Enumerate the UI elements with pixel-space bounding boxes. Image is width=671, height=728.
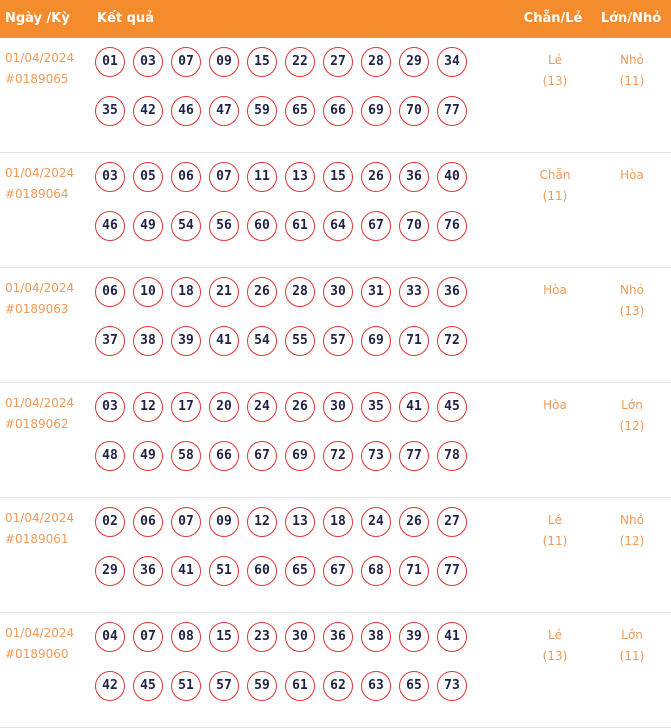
even-odd-count: (13)	[542, 74, 568, 88]
big-small-label: Nhỏ	[620, 513, 644, 527]
result-ball: 39	[171, 326, 201, 356]
result-ball: 27	[437, 507, 467, 537]
result-ball: 23	[247, 622, 277, 652]
table-row	[0, 38, 671, 153]
result-ball: 34	[437, 47, 467, 77]
result-ball: 67	[323, 556, 353, 586]
big-small-label: Lớn	[621, 398, 643, 412]
result-ball: 12	[133, 392, 163, 422]
result-ball: 26	[361, 162, 391, 192]
result-ball: 02	[95, 507, 125, 537]
result-ball: 61	[285, 671, 315, 701]
result-ball: 28	[361, 47, 391, 77]
result-ball: 22	[285, 47, 315, 77]
big-small-count: (12)	[619, 534, 645, 548]
draw-info	[5, 623, 74, 665]
result-ball: 36	[323, 622, 353, 652]
draw-date: 01/04/2024	[5, 51, 75, 65]
result-ball: 45	[133, 671, 163, 701]
even-odd-label: Chẵn	[539, 168, 571, 182]
draw-date: 01/04/2024	[5, 511, 75, 525]
result-ball: 62	[323, 671, 353, 701]
result-ball: 41	[171, 556, 201, 586]
draw-number[interactable]: #0189061	[5, 532, 69, 546]
draw-date: 01/04/2024	[5, 626, 75, 640]
result-ball: 09	[209, 47, 239, 77]
header-date-draw: Ngày /Kỳ	[5, 11, 70, 26]
result-ball: 60	[247, 211, 277, 241]
result-ball: 61	[285, 211, 315, 241]
result-ball: 49	[133, 211, 163, 241]
result-ball: 59	[247, 671, 277, 701]
result-ball: 29	[399, 47, 429, 77]
even-odd-label: Hòa	[543, 398, 567, 412]
table-row	[0, 383, 671, 498]
even-odd-label: Lẻ	[547, 513, 563, 527]
table-row	[0, 498, 671, 613]
result-ball: 59	[247, 96, 277, 126]
even-odd-result	[524, 395, 586, 416]
result-ball: 28	[285, 277, 315, 307]
result-ball: 72	[323, 441, 353, 471]
big-small-label: Nhỏ	[620, 53, 644, 67]
even-odd-result	[524, 280, 586, 301]
result-ball: 37	[95, 326, 125, 356]
result-ball: 65	[285, 96, 315, 126]
result-ball: 15	[323, 162, 353, 192]
result-ball: 72	[437, 326, 467, 356]
result-ball: 49	[133, 441, 163, 471]
result-ball: 71	[399, 556, 429, 586]
result-ball: 42	[95, 671, 125, 701]
result-ball: 54	[171, 211, 201, 241]
result-ball: 05	[133, 162, 163, 192]
result-ball: 70	[399, 96, 429, 126]
result-ball: 17	[171, 392, 201, 422]
result-ball: 36	[133, 556, 163, 586]
result-ball: 07	[209, 162, 239, 192]
result-ball: 11	[247, 162, 277, 192]
result-ball: 03	[133, 47, 163, 77]
result-ball: 30	[323, 277, 353, 307]
result-ball: 46	[95, 211, 125, 241]
big-small-count: (13)	[619, 304, 645, 318]
result-ball: 01	[95, 47, 125, 77]
draw-number[interactable]: #0189065	[5, 72, 69, 86]
result-ball: 45	[437, 392, 467, 422]
even-odd-result	[524, 165, 586, 207]
even-odd-label: Hòa	[543, 283, 567, 297]
result-ball: 67	[361, 211, 391, 241]
result-ball: 30	[285, 622, 315, 652]
result-ball: 38	[133, 326, 163, 356]
result-ball: 69	[361, 326, 391, 356]
draw-info	[5, 278, 74, 320]
result-ball: 67	[247, 441, 277, 471]
result-ball: 13	[285, 162, 315, 192]
result-ball: 63	[361, 671, 391, 701]
draw-number[interactable]: #0189062	[5, 417, 69, 431]
result-ball: 54	[247, 326, 277, 356]
result-ball: 51	[209, 556, 239, 586]
result-ball: 77	[437, 556, 467, 586]
header-results: Kết quả	[97, 11, 154, 26]
result-ball: 58	[171, 441, 201, 471]
draw-info	[5, 508, 74, 550]
result-ball: 03	[95, 392, 125, 422]
even-odd-count: (13)	[542, 649, 568, 663]
result-ball: 40	[437, 162, 467, 192]
result-ball: 31	[361, 277, 391, 307]
result-ball: 38	[361, 622, 391, 652]
draw-number[interactable]: #0189060	[5, 647, 69, 661]
result-ball: 46	[171, 96, 201, 126]
result-ball: 07	[171, 507, 201, 537]
result-ball: 64	[323, 211, 353, 241]
even-odd-label: Lẻ	[547, 53, 563, 67]
result-ball: 78	[437, 441, 467, 471]
big-small-label: Lớn	[621, 628, 643, 642]
draw-date: 01/04/2024	[5, 396, 75, 410]
result-ball: 06	[133, 507, 163, 537]
even-odd-count: (11)	[542, 189, 568, 203]
result-ball: 57	[323, 326, 353, 356]
result-ball: 30	[323, 392, 353, 422]
result-ball: 65	[399, 671, 429, 701]
draw-info	[5, 163, 74, 205]
draw-date: 01/04/2024	[5, 281, 75, 295]
result-ball: 12	[247, 507, 277, 537]
big-small-result	[600, 625, 664, 667]
result-ball: 26	[399, 507, 429, 537]
result-ball: 69	[361, 96, 391, 126]
result-ball: 10	[133, 277, 163, 307]
result-ball: 69	[285, 441, 315, 471]
result-ball: 55	[285, 326, 315, 356]
even-odd-label: Lẻ	[547, 628, 563, 642]
draw-info	[5, 48, 74, 90]
results-table-header	[0, 0, 671, 38]
header-even-odd: Chẵn/Lẻ	[523, 11, 583, 26]
big-small-label: Hòa	[620, 168, 644, 182]
result-ball: 03	[95, 162, 125, 192]
result-ball: 66	[323, 96, 353, 126]
draw-date: 01/04/2024	[5, 166, 75, 180]
big-small-label: Nhỏ	[620, 283, 644, 297]
big-small-result	[600, 510, 664, 552]
result-ball: 07	[133, 622, 163, 652]
even-odd-result	[524, 625, 586, 667]
result-ball: 66	[209, 441, 239, 471]
big-small-count: (12)	[619, 419, 645, 433]
result-ball: 07	[171, 47, 201, 77]
result-ball: 41	[399, 392, 429, 422]
table-row	[0, 268, 671, 383]
result-ball: 56	[209, 211, 239, 241]
big-small-count: (11)	[619, 74, 645, 88]
result-ball: 29	[95, 556, 125, 586]
draw-number[interactable]: #0189064	[5, 187, 69, 201]
result-ball: 09	[209, 507, 239, 537]
big-small-result	[600, 280, 664, 322]
result-ball: 04	[95, 622, 125, 652]
result-ball: 71	[399, 326, 429, 356]
result-ball: 18	[171, 277, 201, 307]
result-ball: 41	[437, 622, 467, 652]
result-ball: 21	[209, 277, 239, 307]
result-ball: 76	[437, 211, 467, 241]
result-ball: 77	[399, 441, 429, 471]
even-odd-count: (11)	[542, 534, 568, 548]
big-small-result	[600, 165, 664, 186]
result-ball: 48	[95, 441, 125, 471]
even-odd-result	[524, 50, 586, 92]
result-ball: 15	[247, 47, 277, 77]
result-ball: 35	[361, 392, 391, 422]
result-ball: 42	[133, 96, 163, 126]
result-ball: 13	[285, 507, 315, 537]
big-small-result	[600, 395, 664, 437]
result-ball: 68	[361, 556, 391, 586]
big-small-count: (11)	[619, 649, 645, 663]
result-ball: 35	[95, 96, 125, 126]
result-ball: 73	[437, 671, 467, 701]
result-ball: 20	[209, 392, 239, 422]
result-ball: 51	[171, 671, 201, 701]
result-ball: 24	[361, 507, 391, 537]
result-ball: 77	[437, 96, 467, 126]
result-ball: 18	[323, 507, 353, 537]
result-ball: 65	[285, 556, 315, 586]
result-ball: 33	[399, 277, 429, 307]
result-ball: 24	[247, 392, 277, 422]
draw-info	[5, 393, 74, 435]
result-ball: 26	[247, 277, 277, 307]
table-row	[0, 613, 671, 728]
result-ball: 26	[285, 392, 315, 422]
result-ball: 36	[399, 162, 429, 192]
table-row	[0, 153, 671, 268]
result-ball: 41	[209, 326, 239, 356]
result-ball: 06	[171, 162, 201, 192]
result-ball: 70	[399, 211, 429, 241]
result-ball: 47	[209, 96, 239, 126]
header-big-small: Lớn/Nhỏ	[600, 11, 662, 26]
result-ball: 73	[361, 441, 391, 471]
result-ball: 39	[399, 622, 429, 652]
even-odd-result	[524, 510, 586, 552]
result-ball: 27	[323, 47, 353, 77]
result-ball: 36	[437, 277, 467, 307]
result-ball: 06	[95, 277, 125, 307]
result-ball: 08	[171, 622, 201, 652]
draw-number[interactable]: #0189063	[5, 302, 69, 316]
result-ball: 60	[247, 556, 277, 586]
big-small-result	[600, 50, 664, 92]
result-ball: 15	[209, 622, 239, 652]
result-ball: 57	[209, 671, 239, 701]
